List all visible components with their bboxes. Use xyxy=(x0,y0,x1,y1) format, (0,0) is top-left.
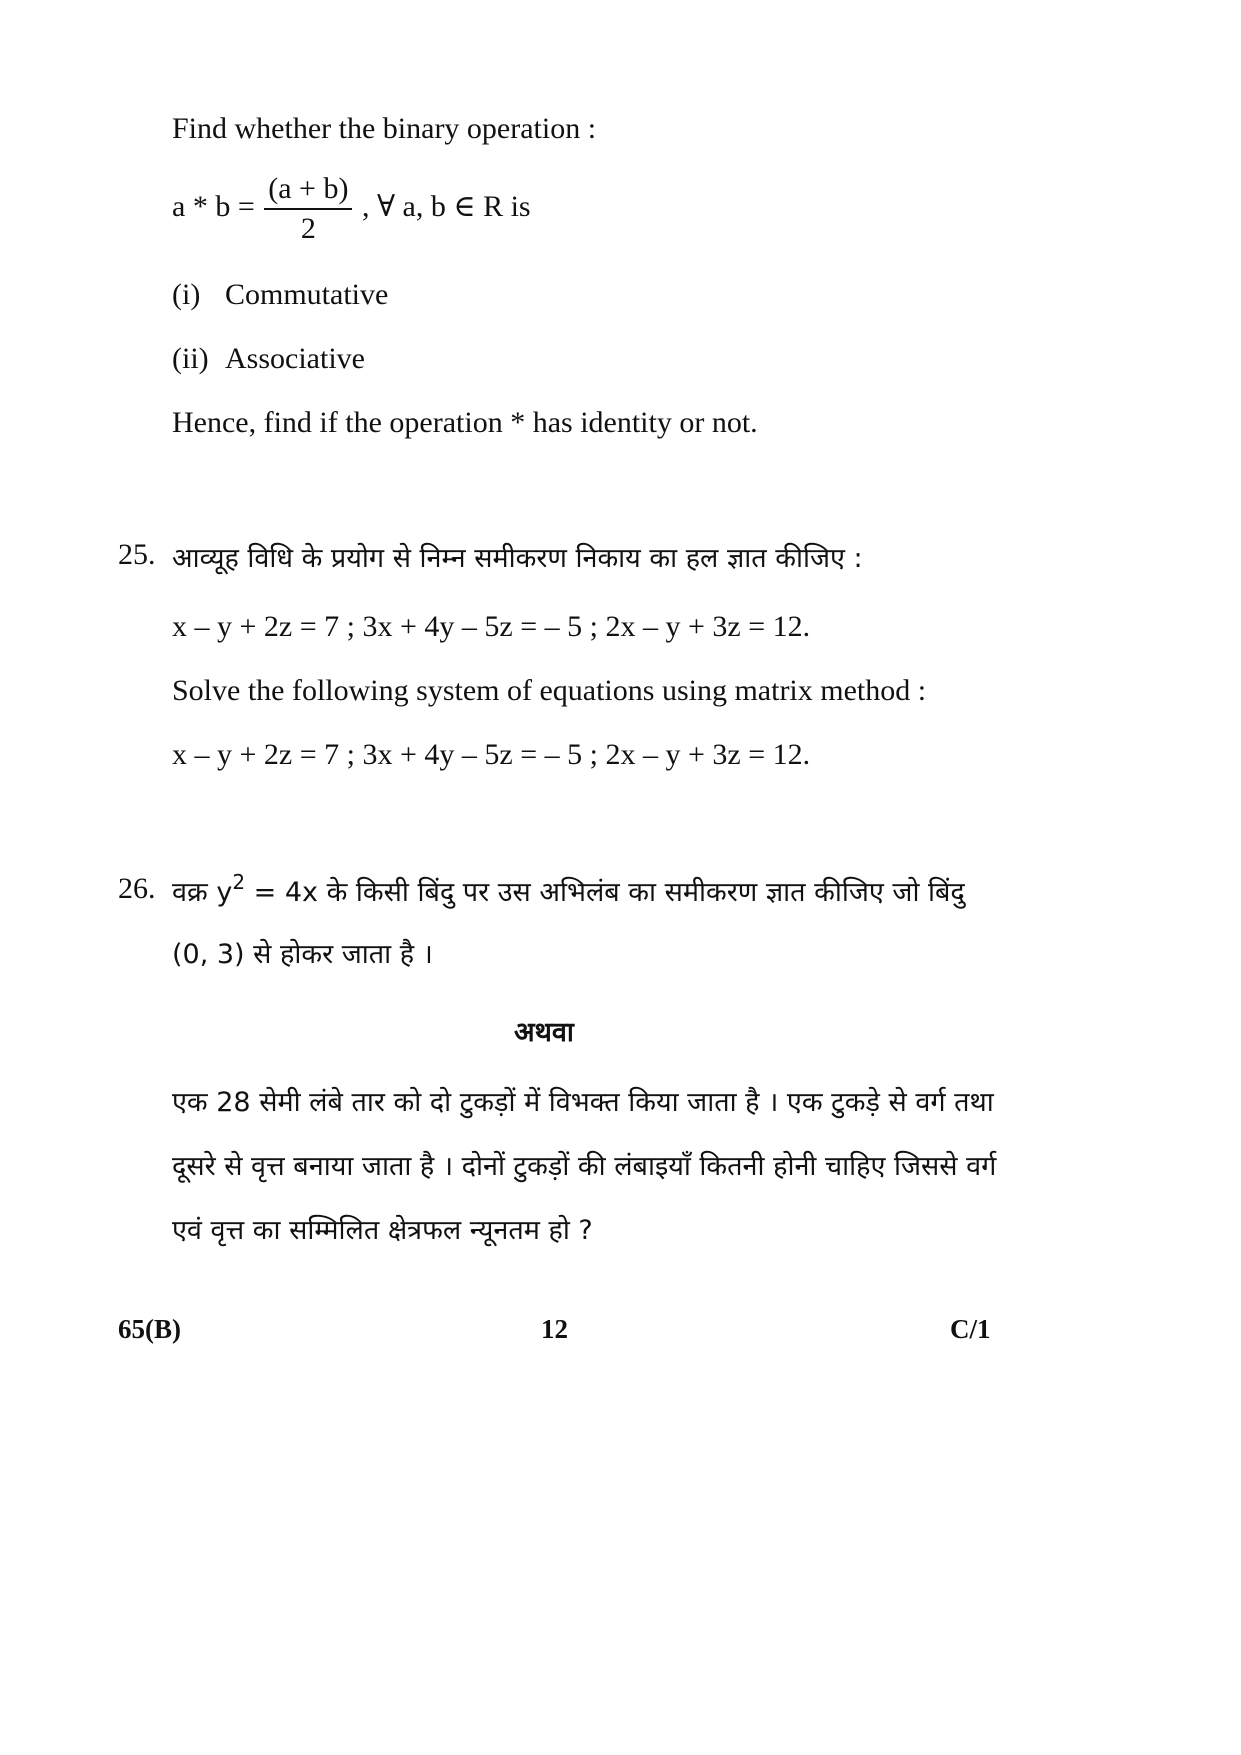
q24-intro: Find whether the binary operation : xyxy=(172,112,597,145)
q24-part-1-number: (i) xyxy=(172,278,201,311)
q24-conclusion: Hence, find if the operation * has identity or not. xyxy=(172,406,758,439)
q26-line-1 xyxy=(172,872,965,909)
q25-number: 25. xyxy=(118,538,156,571)
q24-formula-lhs: a * b = xyxy=(172,189,255,223)
q25-english-text: Solve the following system of equations using matrix method : xyxy=(172,674,927,707)
q24-formula xyxy=(172,172,531,246)
q26-number: 26. xyxy=(118,872,156,905)
q24-part-2-number: (ii) xyxy=(172,342,209,375)
footer-set-code: C/1 xyxy=(950,1314,991,1344)
q26-alt-line-1: एक 28 सेमी लंबे तार को दो टुकड़ों में विभक्त किया जाता है । एक टुकड़े से वर्ग तथा xyxy=(172,1087,994,1118)
q24-formula-numerator: (a + b) xyxy=(264,172,352,210)
q26-line-2: (0, 3) से होकर जाता है । xyxy=(172,939,433,970)
q24-formula-fraction xyxy=(264,172,352,246)
q25-equations-english: x – y + 2z = 7 ; 3x + 4y – 5z = – 5 ; 2x – y + 3z = 12. xyxy=(172,738,811,771)
q24-formula-rhs: , ∀ a, b ∈ R is xyxy=(361,189,531,223)
q26-line-1-start: वक्र y xyxy=(172,877,233,908)
footer-page-number: 12 xyxy=(541,1314,568,1344)
q26-exponent: 2 xyxy=(232,870,246,894)
q26-alt-line-2: दूसरे से वृत्त बनाया जाता है । दोनों टुकड़ों की लंबाइयाँ कितनी होनी चाहिए जिससे वर्ग xyxy=(172,1151,997,1182)
q24-formula-denominator: 2 xyxy=(300,212,316,245)
q24-part-2-text: Associative xyxy=(225,342,365,375)
q26-or-heading: अथवा xyxy=(514,1017,574,1048)
q25-equations-hindi: x – y + 2z = 7 ; 3x + 4y – 5z = – 5 ; 2x – y + 3z = 12. xyxy=(172,610,811,643)
q24-part-1-text: Commutative xyxy=(225,278,389,311)
q25-hindi-text: आव्यूह विधि के प्रयोग से निम्न समीकरण निकाय का हल ज्ञात कीजिए : xyxy=(172,543,863,574)
footer-paper-code: 65(B) xyxy=(118,1314,181,1344)
q26-alt-line-3: एवं वृत्त का सम्मिलित क्षेत्रफल न्यूनतम हो ? xyxy=(172,1215,593,1246)
q26-line-1-end: = 4x के किसी बिंदु पर उस अभिलंब का समीकरण ज्ञात कीजिए जो बिंदु xyxy=(245,877,965,908)
